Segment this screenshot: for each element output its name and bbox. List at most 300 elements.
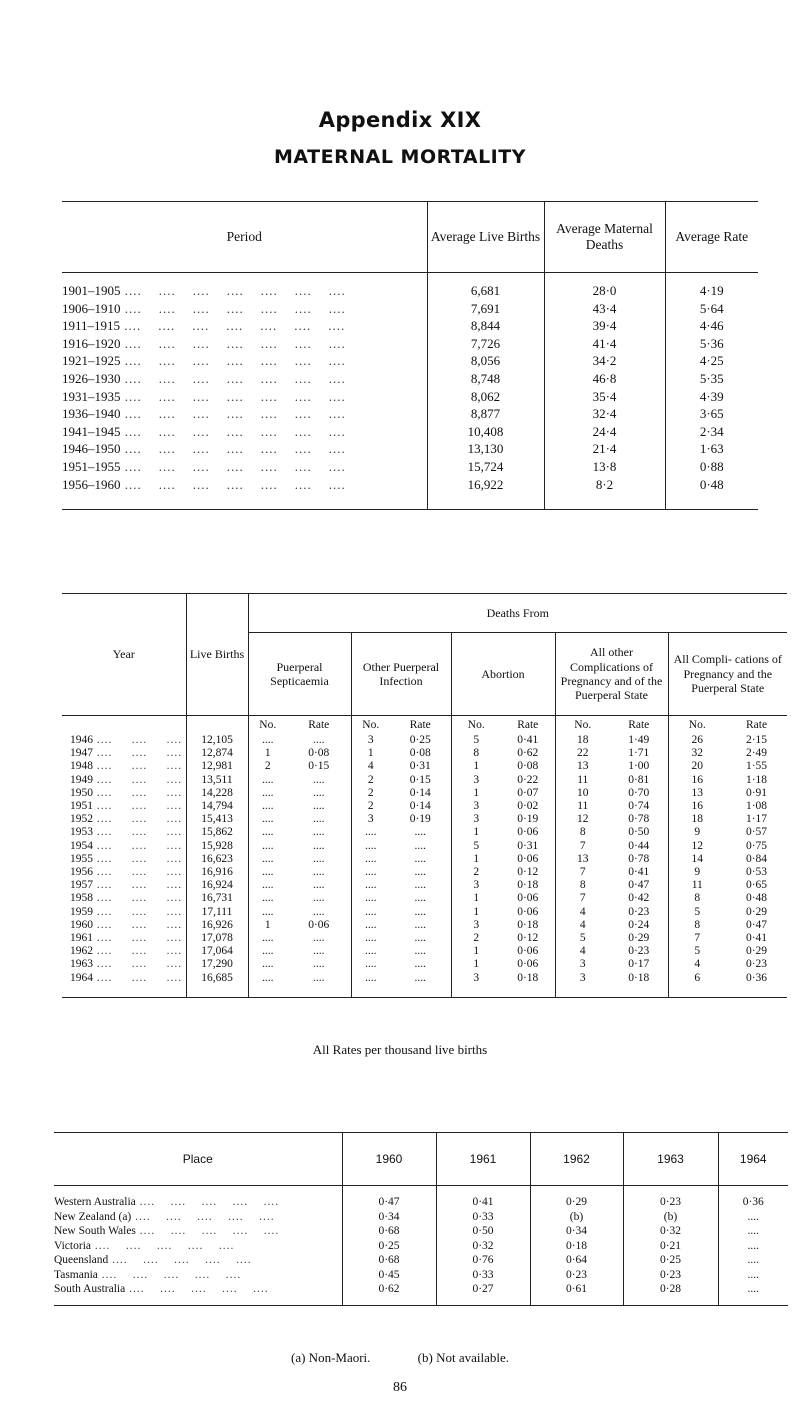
other-infection-rate: .... <box>414 945 426 958</box>
table-row <box>62 440 758 458</box>
other-complications-rate: 1·49 <box>628 734 650 746</box>
abortion-rate: 0·12 <box>517 932 539 945</box>
table-row <box>62 352 758 370</box>
y1963-cell: 0·23 <box>623 1195 718 1210</box>
place-cell <box>54 1239 342 1254</box>
y1960-cell: 0·68 <box>342 1253 436 1268</box>
y1963-cell: 0·21 <box>623 1239 718 1254</box>
year-label: 1951 <box>70 800 93 813</box>
septicaemia-no: .... <box>248 787 287 800</box>
rate-cell: 0·88 <box>665 458 758 476</box>
septicaemia-no: .... <box>248 840 287 853</box>
leader-dots: .... .... .... .... .... <box>97 1268 242 1281</box>
y1964-cell: .... <box>718 1253 788 1268</box>
septicaemia-no: .... <box>248 932 287 945</box>
live-births-cell: 7,691 <box>427 300 544 318</box>
period-label: 1951–1955 <box>62 458 121 474</box>
other-infection-rate: 0·25 <box>409 734 431 746</box>
other-complications-no: 4 <box>555 906 610 919</box>
abortion-no: 2 <box>451 866 501 879</box>
other-infection-no: 2 <box>351 774 390 787</box>
y1960-cell: 0·45 <box>342 1268 436 1283</box>
other-complications-no: 8 <box>555 879 610 892</box>
other-complications-rate: 0·78 <box>628 852 650 865</box>
note-not-available: (b) Not available. <box>417 1350 509 1365</box>
abortion-no: 1 <box>451 826 501 839</box>
abortion-rate: 0·06 <box>517 852 539 865</box>
y1963-cell: 0·28 <box>623 1282 718 1297</box>
all-complications-rate: 1·17 <box>745 813 768 826</box>
maternal-deaths-cell: 46·8 <box>544 370 665 388</box>
t2-subheader-row <box>62 716 787 735</box>
all-complications-rate: 1·18 <box>745 773 768 786</box>
table-row <box>62 458 758 476</box>
abortion-rate: 0·12 <box>517 866 539 879</box>
y1961-cell: 0·33 <box>436 1210 530 1225</box>
all-complications-rate: 0·84 <box>745 852 768 865</box>
other-infection-no: .... <box>351 853 390 866</box>
live-births-cell: 14,228 <box>186 787 248 800</box>
leader-dots: .... .... .... .... .... .... .... <box>120 441 346 457</box>
abortion-rate: 0·08 <box>517 760 539 773</box>
septicaemia-no: .... <box>248 774 287 787</box>
table-row <box>62 840 787 853</box>
t3-header-1962: 1962 <box>530 1133 623 1186</box>
other-complications-rate: 0·74 <box>628 800 650 813</box>
table-row <box>62 800 787 813</box>
all-complications-no: 13 <box>668 787 726 800</box>
leader-dots: .... .... .... .... .... .... .... <box>120 300 346 316</box>
leader-dots: .... .... .... .... .... .... .... <box>120 335 346 351</box>
year-label: 1964 <box>70 971 93 984</box>
place-cell <box>54 1195 342 1210</box>
leader-dots: .... .... .... <box>93 879 183 892</box>
abortion-rate: 0·06 <box>517 945 539 958</box>
period-cell <box>62 317 427 335</box>
year-cell <box>62 840 186 853</box>
abortion-rate: 0·31 <box>517 839 539 852</box>
spacer <box>62 273 758 283</box>
leader-dots: .... .... .... <box>93 905 183 918</box>
all-complications-rate: 2·15 <box>745 734 768 746</box>
all-complications-no: 14 <box>668 853 726 866</box>
other-complications-no: 7 <box>555 840 610 853</box>
t2-label-no: No. <box>248 716 287 735</box>
maternal-deaths-cell: 35·4 <box>544 388 665 406</box>
live-births-cell: 17,111 <box>186 906 248 919</box>
other-infection-no: .... <box>351 826 390 839</box>
other-complications-rate: 0·50 <box>628 826 650 839</box>
other-infection-no: .... <box>351 945 390 958</box>
year-cell <box>62 866 186 879</box>
period-cell <box>62 352 427 370</box>
leader-dots: .... .... .... <box>93 918 183 931</box>
t2-label-rate: Rate <box>745 719 768 731</box>
abortion-rate: 0·62 <box>517 747 539 760</box>
live-births-cell: 13,130 <box>427 440 544 458</box>
other-complications-no: 3 <box>555 958 610 971</box>
septicaemia-no: .... <box>248 945 287 958</box>
year-label: 1961 <box>70 932 93 945</box>
abortion-no: 1 <box>451 892 501 905</box>
y1961-cell: 0·27 <box>436 1282 530 1297</box>
other-complications-no: 5 <box>555 932 610 945</box>
leader-dots: .... .... .... .... .... .... .... <box>120 476 346 492</box>
y1963-cell: 0·25 <box>623 1253 718 1268</box>
other-complications-no: 4 <box>555 945 610 958</box>
leader-dots: .... .... .... <box>93 773 183 786</box>
y1964-cell: .... <box>718 1239 788 1254</box>
live-births-cell: 12,981 <box>186 760 248 773</box>
leader-dots: .... .... .... .... .... <box>91 1239 235 1252</box>
live-births-cell: 13,511 <box>186 774 248 787</box>
all-complications-no: 4 <box>668 958 726 971</box>
table3-notes <box>0 1350 800 1366</box>
period-cell <box>62 335 427 353</box>
table-row <box>54 1195 788 1210</box>
live-births-cell: 8,844 <box>427 317 544 335</box>
leader-dots: .... .... .... .... .... <box>131 1210 275 1223</box>
other-complications-no: 13 <box>555 853 610 866</box>
period-cell <box>62 440 427 458</box>
other-infection-rate: 0·08 <box>409 747 431 760</box>
maternal-deaths-cell: 34·2 <box>544 352 665 370</box>
t2-header-year: Year <box>62 594 186 716</box>
y1961-cell: 0·50 <box>436 1224 530 1239</box>
period-cell <box>62 476 427 494</box>
place-cell <box>54 1224 342 1239</box>
table-row <box>62 405 758 423</box>
period-label: 1931–1935 <box>62 388 121 404</box>
t2-label-no: No. <box>668 716 726 735</box>
period-label: 1921–1925 <box>62 353 121 369</box>
y1964-cell: .... <box>718 1268 788 1283</box>
maternal-deaths-cell: 21·4 <box>544 440 665 458</box>
abortion-rate: 0·18 <box>517 971 539 984</box>
year-cell <box>62 747 186 760</box>
place-cell <box>54 1253 342 1268</box>
septicaemia-rate: .... <box>313 826 325 839</box>
t2-label-rate: Rate <box>628 719 650 731</box>
t2-label-rate: Rate <box>409 719 431 731</box>
rate-cell: 0·48 <box>665 476 758 494</box>
year-cell <box>62 932 186 945</box>
other-infection-rate: .... <box>414 879 426 892</box>
abortion-no: 8 <box>451 747 501 760</box>
leader-dots: .... .... .... <box>93 786 183 799</box>
table-row <box>62 906 787 919</box>
table-row <box>62 282 758 300</box>
rates-footnote: All Rates per thousand live births <box>312 1042 488 1057</box>
t2-label-no: No. <box>555 716 610 735</box>
other-infection-rate: 0·14 <box>409 786 431 799</box>
all-complications-no: 5 <box>668 906 726 919</box>
y1962-cell: 0·34 <box>530 1224 623 1239</box>
table-row <box>62 866 787 879</box>
septicaemia-rate: .... <box>313 892 325 905</box>
septicaemia-rate: .... <box>313 958 325 971</box>
live-births-cell: 8,748 <box>427 370 544 388</box>
leader-dots: .... .... .... <box>93 747 183 760</box>
other-infection-no: 2 <box>351 787 390 800</box>
year-label: 1949 <box>70 773 93 786</box>
place-label: New Zealand (a) <box>54 1210 132 1223</box>
t2-label-no: No. <box>451 716 501 735</box>
all-complications-rate: 1·08 <box>745 800 768 813</box>
maternal-deaths-cell: 32·4 <box>544 405 665 423</box>
other-infection-no: .... <box>351 879 390 892</box>
other-infection-rate: 0·15 <box>409 773 431 786</box>
leader-dots: .... .... .... <box>93 932 183 945</box>
y1961-cell: 0·32 <box>436 1239 530 1254</box>
year-label: 1948 <box>70 760 93 773</box>
maternal-deaths-cell: 8·2 <box>544 476 665 494</box>
t3-header-1963: 1963 <box>623 1133 718 1186</box>
live-births-cell: 8,056 <box>427 352 544 370</box>
other-complications-rate: 0·24 <box>628 918 650 931</box>
live-births-cell: 15,928 <box>186 840 248 853</box>
y1960-cell: 0·62 <box>342 1282 436 1297</box>
other-infection-no: .... <box>351 919 390 932</box>
other-complications-no: 11 <box>555 774 610 787</box>
all-complications-rate: 0·91 <box>745 786 768 799</box>
period-label: 1946–1950 <box>62 441 121 457</box>
leader-dots: .... .... .... .... .... .... .... <box>120 423 346 439</box>
leader-dots: .... .... .... .... .... <box>125 1283 269 1295</box>
live-births-cell: 15,724 <box>427 458 544 476</box>
y1962-cell: (b) <box>530 1210 623 1225</box>
t2-group-other-complications: All other Complications of Pregnancy and of the Puerperal State <box>555 633 668 716</box>
leader-dots: .... .... .... .... .... .... .... <box>120 353 346 369</box>
all-complications-rate: 0·53 <box>745 866 768 879</box>
t2-header-row-1 <box>62 594 787 633</box>
other-infection-no: .... <box>351 840 390 853</box>
all-complications-no: 9 <box>668 866 726 879</box>
other-complications-rate: 0·41 <box>628 866 650 879</box>
abortion-no: 5 <box>451 840 501 853</box>
septicaemia-no: .... <box>248 813 287 826</box>
all-complications-rate: 0·47 <box>745 918 768 931</box>
abortion-no: 3 <box>451 774 501 787</box>
t1-header-live-births: Average Live Births <box>427 202 544 273</box>
table-row <box>62 774 787 787</box>
main-title: MATERNAL MORTALITY <box>274 146 526 168</box>
abortion-no: 1 <box>451 945 501 958</box>
all-complications-no: 32 <box>668 747 726 760</box>
table-row <box>62 335 758 353</box>
table-row <box>54 1224 788 1239</box>
table-row <box>62 747 787 760</box>
other-complications-no: 11 <box>555 800 610 813</box>
live-births-cell: 17,064 <box>186 945 248 958</box>
maternal-deaths-cell: 28·0 <box>544 282 665 300</box>
table-row <box>62 879 787 892</box>
all-complications-rate: 0·65 <box>745 879 768 892</box>
other-complications-no: 12 <box>555 813 610 826</box>
abortion-rate: 0·06 <box>517 892 539 905</box>
leader-dots: .... .... .... .... .... <box>135 1196 280 1208</box>
t2-group-abortion: Abortion <box>451 633 555 716</box>
t3-header-1964: 1964 <box>718 1133 788 1186</box>
leader-dots: .... .... .... <box>93 800 183 813</box>
t2-label-no: No. <box>351 716 390 735</box>
live-births-cell: 16,623 <box>186 853 248 866</box>
leader-dots: .... .... .... .... .... .... .... <box>120 283 346 298</box>
table-row <box>62 892 787 905</box>
other-complications-no: 7 <box>555 866 610 879</box>
leader-dots: .... .... .... <box>93 734 183 746</box>
all-complications-no: 26 <box>668 734 726 747</box>
septicaemia-no: .... <box>248 958 287 971</box>
y1962-cell: 0·18 <box>530 1239 623 1254</box>
table1-header-row <box>62 202 758 273</box>
rate-cell: 4·39 <box>665 388 758 406</box>
maternal-deaths-cell: 39·4 <box>544 317 665 335</box>
all-complications-rate: 0·29 <box>745 945 768 958</box>
other-complications-rate: 0·42 <box>628 892 650 905</box>
year-cell <box>62 906 186 919</box>
other-infection-no: 3 <box>351 734 390 747</box>
leader-dots: .... .... .... <box>93 760 183 773</box>
live-births-cell: 15,862 <box>186 826 248 839</box>
y1961-cell: 0·41 <box>436 1195 530 1210</box>
year-cell <box>62 787 186 800</box>
place-label: South Australia <box>54 1283 126 1295</box>
maternal-deaths-cell: 24·4 <box>544 423 665 441</box>
table-row <box>54 1282 788 1297</box>
other-infection-no: .... <box>351 892 390 905</box>
year-label: 1957 <box>70 879 93 892</box>
table-row <box>54 1253 788 1268</box>
all-complications-no: 6 <box>668 972 726 985</box>
y1960-cell: 0·34 <box>342 1210 436 1225</box>
other-infection-rate: .... <box>414 866 426 879</box>
all-complications-no: 8 <box>668 919 726 932</box>
septicaemia-no: .... <box>248 734 287 747</box>
other-infection-rate: .... <box>414 958 426 971</box>
leader-dots: .... .... .... .... .... <box>108 1254 252 1266</box>
rate-cell: 2·34 <box>665 423 758 441</box>
all-complications-rate: 0·29 <box>745 905 768 918</box>
live-births-cell: 8,062 <box>427 388 544 406</box>
t3-header-place: Place <box>54 1133 342 1186</box>
rate-cell: 4·46 <box>665 317 758 335</box>
all-complications-no: 20 <box>668 760 726 773</box>
abortion-no: 1 <box>451 787 501 800</box>
maternal-deaths-cell: 43·4 <box>544 300 665 318</box>
t1-header-rate: Average Rate <box>665 202 758 273</box>
leader-dots: .... .... .... .... .... .... .... <box>120 406 346 422</box>
table-row <box>54 1268 788 1283</box>
year-label: 1963 <box>70 958 93 971</box>
t2-group-all-complications: All Compli- cations of Pregnancy and the Puerperal State <box>668 633 787 716</box>
table-row <box>62 760 787 773</box>
leader-dots: .... .... .... <box>93 813 183 826</box>
year-cell <box>62 734 186 747</box>
period-cell <box>62 423 427 441</box>
other-infection-rate: 0·19 <box>409 813 431 826</box>
year-cell <box>62 800 186 813</box>
period-cell <box>62 458 427 476</box>
place-cell <box>54 1210 342 1225</box>
live-births-cell: 17,078 <box>186 932 248 945</box>
place-label: Western Australia <box>54 1196 136 1208</box>
other-infection-rate: .... <box>414 905 426 918</box>
abortion-rate: 0·06 <box>517 826 539 839</box>
septicaemia-no: .... <box>248 800 287 813</box>
period-label: 1936–1940 <box>62 406 121 422</box>
rate-cell: 4·25 <box>665 352 758 370</box>
septicaemia-rate: 0·15 <box>308 760 330 773</box>
other-infection-rate: .... <box>414 892 426 905</box>
year-label: 1953 <box>70 826 93 839</box>
live-births-cell: 14,794 <box>186 800 248 813</box>
spacer <box>54 1186 788 1196</box>
place-label: Victoria <box>54 1239 91 1252</box>
all-complications-rate: 0·23 <box>745 958 768 971</box>
septicaemia-no: .... <box>248 906 287 919</box>
septicaemia-rate: .... <box>313 852 325 865</box>
place-comparison-table <box>54 1132 788 1306</box>
y1961-cell: 0·76 <box>436 1253 530 1268</box>
septicaemia-rate: .... <box>313 971 325 984</box>
septicaemia-no: .... <box>248 826 287 839</box>
t1-header-period: Period <box>62 202 427 273</box>
t2-group-other-infection: Other Puerperal Infection <box>351 633 451 716</box>
other-infection-no: 1 <box>351 747 390 760</box>
all-complications-rate: 0·48 <box>745 892 768 905</box>
rate-cell: 5·64 <box>665 300 758 318</box>
other-complications-rate: 0·17 <box>628 958 650 971</box>
leader-dots: .... .... .... <box>93 839 183 852</box>
other-infection-rate: 0·31 <box>409 760 431 773</box>
leader-dots: .... .... .... .... .... <box>135 1225 280 1237</box>
year-label: 1962 <box>70 945 93 958</box>
year-label: 1947 <box>70 747 93 760</box>
live-births-cell: 8,877 <box>427 405 544 423</box>
abortion-no: 1 <box>451 906 501 919</box>
leader-dots: .... .... .... <box>93 866 183 879</box>
table-row <box>62 370 758 388</box>
year-cell <box>62 919 186 932</box>
leader-dots: .... .... .... .... .... .... .... <box>120 458 346 474</box>
abortion-rate: 0·19 <box>517 813 539 826</box>
live-births-cell: 12,874 <box>186 747 248 760</box>
abortion-rate: 0·18 <box>517 879 539 892</box>
year-label: 1955 <box>70 852 93 865</box>
other-infection-rate: .... <box>414 932 426 945</box>
spacer <box>62 493 758 510</box>
t3-header-1960: 1960 <box>342 1133 436 1186</box>
septicaemia-rate: .... <box>313 932 325 945</box>
septicaemia-rate: .... <box>313 945 325 958</box>
year-label: 1946 <box>70 734 93 746</box>
all-complications-no: 8 <box>668 892 726 905</box>
other-infection-no: .... <box>351 932 390 945</box>
place-cell <box>54 1282 342 1297</box>
abortion-rate: 0·02 <box>517 800 539 813</box>
table-row <box>62 787 787 800</box>
rate-cell: 4·19 <box>665 282 758 300</box>
septicaemia-rate: .... <box>313 905 325 918</box>
other-infection-no: 4 <box>351 760 390 773</box>
leader-dots: .... .... .... <box>93 958 183 971</box>
septicaemia-no: 2 <box>248 760 287 773</box>
table-row <box>62 826 787 839</box>
other-infection-rate: .... <box>414 852 426 865</box>
septicaemia-rate: .... <box>313 866 325 879</box>
septicaemia-rate: 0·08 <box>308 747 330 760</box>
